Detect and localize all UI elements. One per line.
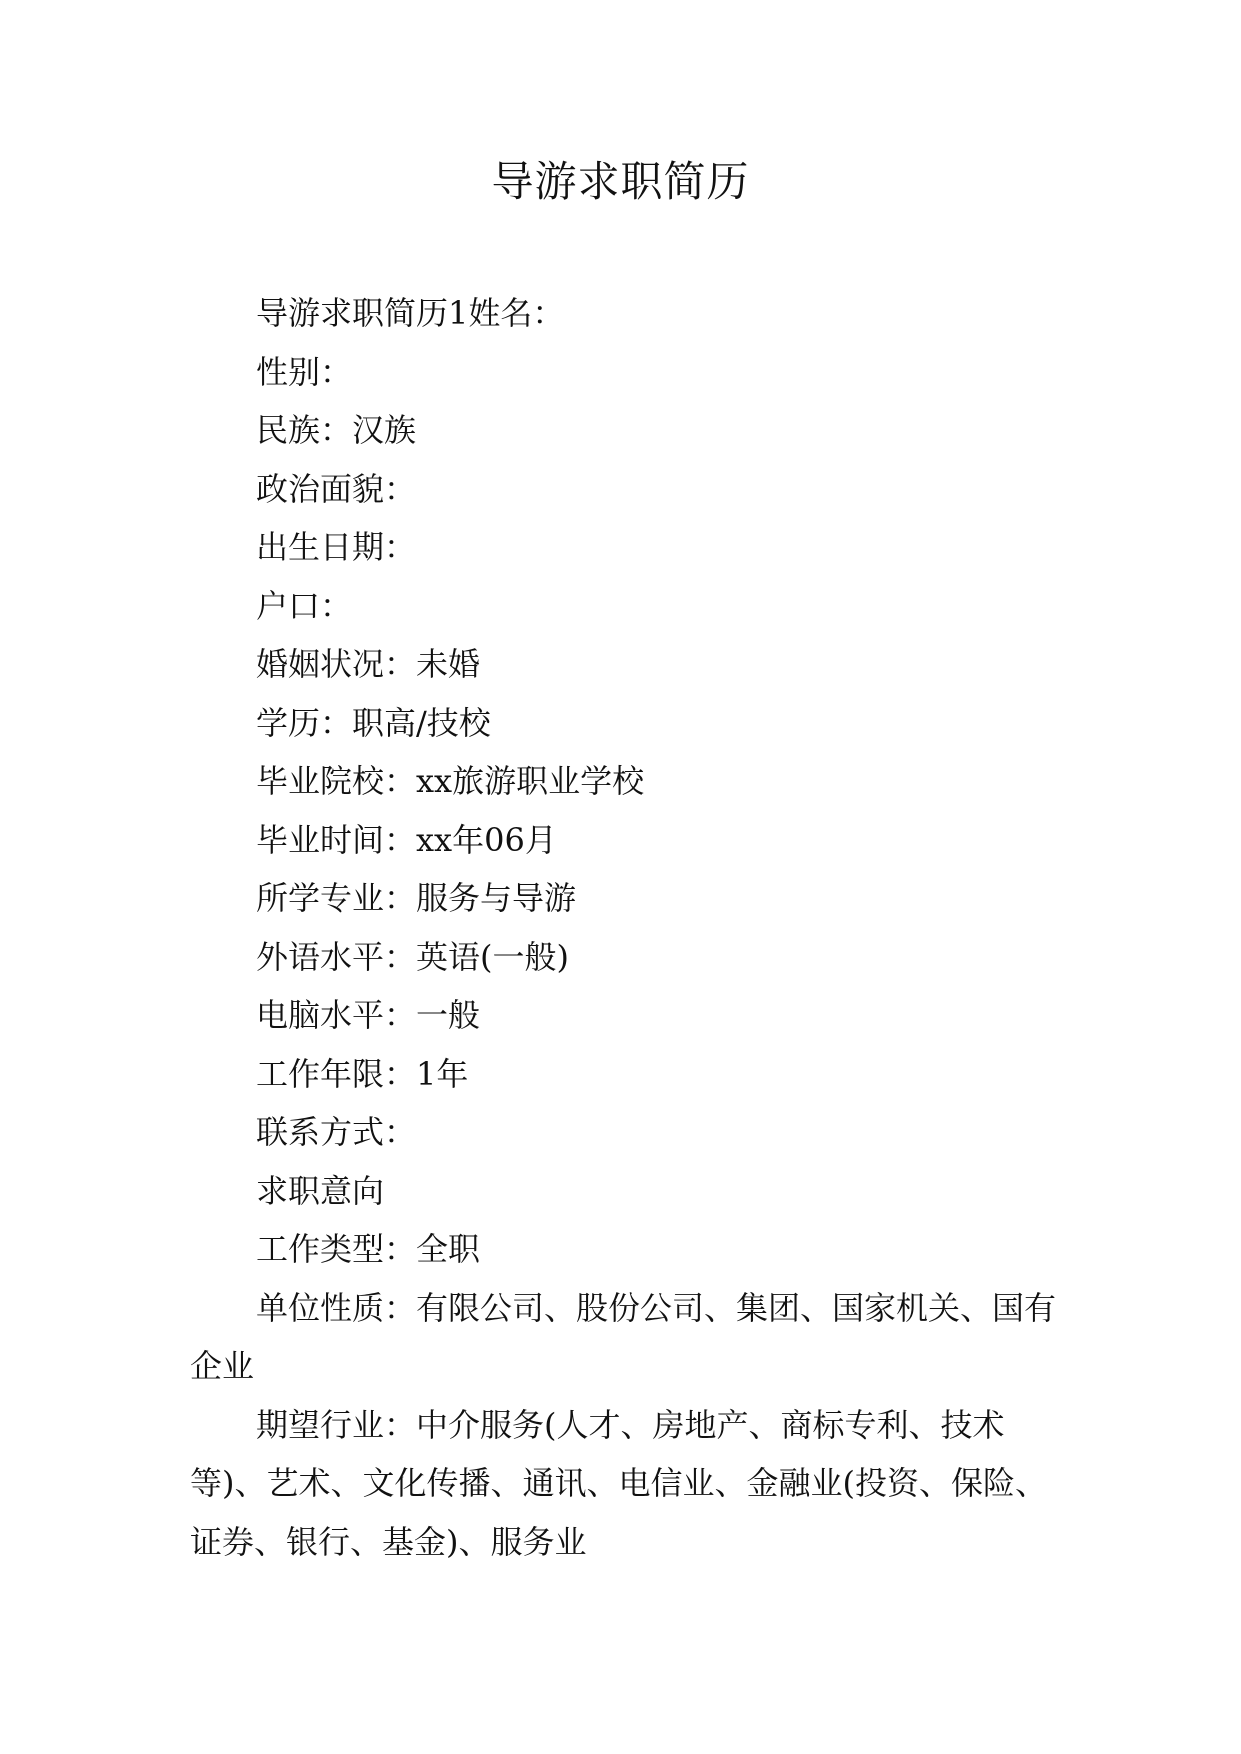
paragraph-graduation-date: 毕业时间：xx年06月 [256, 820, 557, 859]
document-body [190, 284, 1060, 1571]
paragraph-foreign-language: 外语水平：英语(一般) [256, 937, 569, 976]
paragraph-birth-date: 出生日期： [256, 528, 417, 566]
paragraph-contact: 联系方式： [256, 1113, 417, 1151]
paragraph-ethnicity: 民族：汉族 [256, 411, 417, 449]
paragraph-school: 毕业院校：xx旅游职业学校 [256, 762, 645, 800]
document-title: 导游求职简历 [491, 157, 750, 206]
paragraph-major: 所学专业：服务与导游 [256, 879, 577, 917]
paragraph-computer-skill: 电脑水平：一般 [256, 996, 481, 1034]
paragraph-job-intention-heading: 求职意向 [256, 1171, 385, 1210]
paragraph-education: 学历：职高/技校 [256, 703, 491, 742]
paragraph-marital-status: 婚姻状况：未婚 [256, 645, 481, 683]
paragraph-expected-industry: 期望行业：中介服务(人才、房地产、商标专利、技术等)、艺术、文化传播、通讯、电信业、金融业(投资、保险、证券、银行、基金)、服务业 [190, 1405, 1047, 1561]
paragraph-job-type: 工作类型：全职 [256, 1230, 481, 1268]
paragraph-gender: 性别： [256, 352, 353, 391]
paragraph-company-type: 单位性质：有限公司、股份公司、集团、国家机关、国有企业 [190, 1288, 1057, 1385]
paragraph-name: 导游求职简历1姓名： [256, 294, 565, 332]
paragraph-political-status: 政治面貌： [256, 469, 417, 508]
paragraph-household-registration: 户口： [256, 586, 353, 625]
paragraph-work-years: 工作年限：1年 [256, 1054, 469, 1093]
